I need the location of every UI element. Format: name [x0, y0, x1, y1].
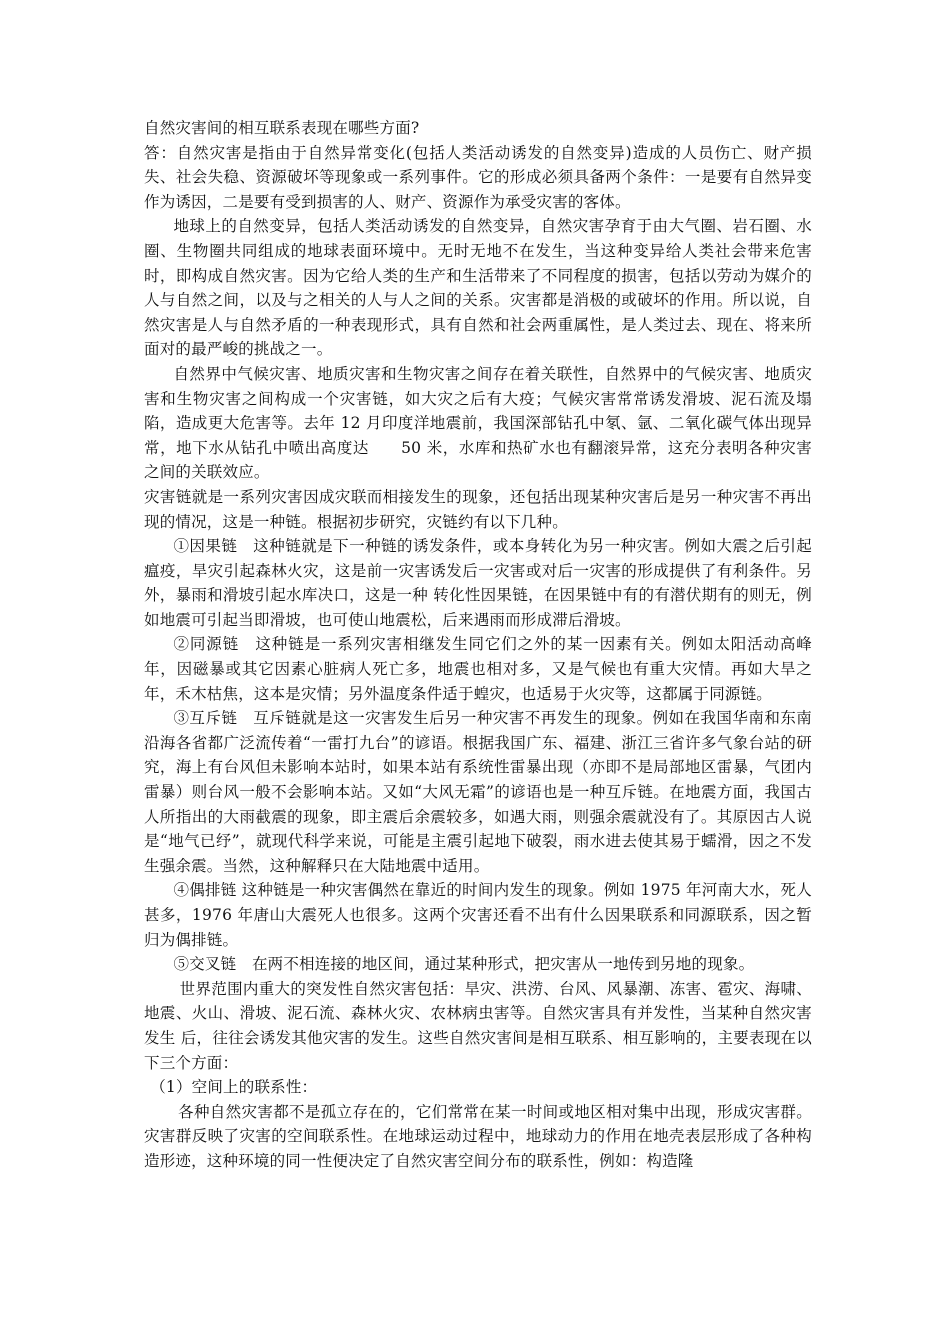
paragraph-worldwide-disasters: 世界范围内重大的突发性自然灾害包括：旱灾、洪涝、台风、风暴潮、冻害、雹灾、海啸、地震、火山、滑坡、泥石流、森林火灾、农林病虫害等。自然灾害具有并发性，当某种自然灾害发生 后，往往会诱发其他灾害的发生。这些自然灾害间是相互联系、相互影响的，主要表现在以下三个方面： — [144, 979, 812, 1072]
paragraph-spatial-connection: 各种自然灾害都不是孤立存在的，它们常常在某一时间或地区相对集中出现，形成灾害群。灾害群反映了灾害的空间联系性。在地球运动过程中，地球动力的作用在地壳表层形成了各种构造形迹，这种环境的同一性便决定了自然灾害空间分布的联系性，例如：构造隆 — [144, 1102, 812, 1170]
paragraph-cross-chain: ⑤交叉链 在两不相连接的地区间，通过某种形式，把灾害从一地传到另地的现象。 — [173, 955, 755, 974]
section-heading-spatial: （1）空间上的联系性： — [150, 1078, 318, 1097]
paragraph-causal-chain: ①因果链 这种链就是下一种链的诱发条件，或本身转化为另一种灾害。例如大震之后引起瘟疫，旱灾引起森林火灾，这是前一灾害诱发后一灾害或对后一灾害的形成提供了有利条件。另外，暴雨和滑坡引起水库决口，这是一种 转化性因果链，在因果链中有的有潜伏期有的则无，例如地震可引起当即滑坡，也可使山地震松，后来遇雨而形成滞后滑坡。 — [144, 537, 812, 629]
paragraph-mutual-exclusion-chain: ③互斥链 互斥链就是这一灾害发生后另一种灾害不再发生的现象。例如在我国华南和东南沿海各省都广泛流传着“一雷打九台”的谚语。根据我国广东、福建、浙江三省许多气象台站的研究，海上有台风但未影响本站时，如果本站有系统性雷暴出现（亦即不是局部地区雷暴，气团内雷暴）则台风一般不会影响本站。又如“大风无霜”的谚语也是一种互斥链。在地震方面，我国古人所指出的大雨截震的现象，即主震后余震较多，如遇大雨，则强余震就没有了。其原因古人说是“地气已纾”，就现代科学来说，可能是主震引起地下破裂，雨水进去使其易于蠕滑，因之不发生强余震。当然，这种解释只在大陆地震中适用。 — [144, 709, 812, 875]
paragraph-coincidence-chain: ④偶排链 这种链是一种灾害偶然在靠近的时间内发生的现象。例如 1975 年河南大水，死人甚多，1976 年唐山大震死人也很多。这两个灾害还看不出有什么因果联系和同源联系，因之暂归为偶排链。 — [144, 881, 812, 949]
paragraph-disaster-correlation: 自然界中气候灾害、地质灾害和生物灾害之间存在着关联性，自然界中的气候灾害、地质灾害和生物灾害之间构成一个灾害链，如大灾之后有大疫；气候灾害常常诱发滑坡、泥石流及塌陷，造成更大危害等。去年 12 月印度洋地震前，我国深部钻孔中氡、氩、二氧化碳气体出现异常，地下水从钻孔中喷出高度达 50 米，水库和热矿水也有翻滚异常，这充分表明各种灾害之间的关联效应。 — [144, 364, 812, 482]
paragraph-natural-variation: 地球上的自然变异，包括人类活动诱发的自然变异，自然灾害孕育于由大气圈、岩石圈、水圈、生物圈共同组成的地球表面环境中。无时无地不在发生，当这种变异给人类社会带来危害时，即构成自然灾害。因为它给人类的生产和生活带来了不同程度的损害，包括以劳动为媒介的人与自然之间，以及与之相关的人与人之间的关系。灾害都是消极的或破坏的作用。所以说，自然灾害是人与自然矛盾的一种表现形式，具有自然和社会两重属性，是人类过去、现在、将来所面对的最严峻的挑战之一。 — [144, 217, 812, 359]
document-title: 自然灾害间的相互联系表现在哪些方面? — [144, 119, 420, 137]
paragraph-disaster-chain-definition: 灾害链就是一系列灾害因成灾联而相接发生的现象，还包括出现某种灾害后是另一种灾害不再出现的情况，这是一种链。根据初步研究，灾链约有以下几种。 — [144, 487, 812, 531]
document-page — [144, 116, 812, 1174]
answer-paragraph: 答：自然灾害是指由于自然异常变化(包括人类活动诱发的自然变异)造成的人员伤亡、财产损失、社会失稳、资源破坏等现象或一系列事件。它的形成必须具备两个条件：一是要有自然异变作为诱因，二是要有受到损害的人、财产、资源作为承受灾害的客体。 — [144, 143, 812, 211]
paragraph-homologous-chain: ②同源链 这种链是一系列灾害相继发生同它们之外的某一因素有关。例如太阳活动高峰年，因磁暴或其它因素心脏病人死亡多，地震也相对多，又是气候也有重大灾情。再如大旱之年，禾木枯焦，这本是灾情；另外温度条件适于蝗灾，也适易于火灾等，这都属于同源链。 — [144, 635, 812, 703]
